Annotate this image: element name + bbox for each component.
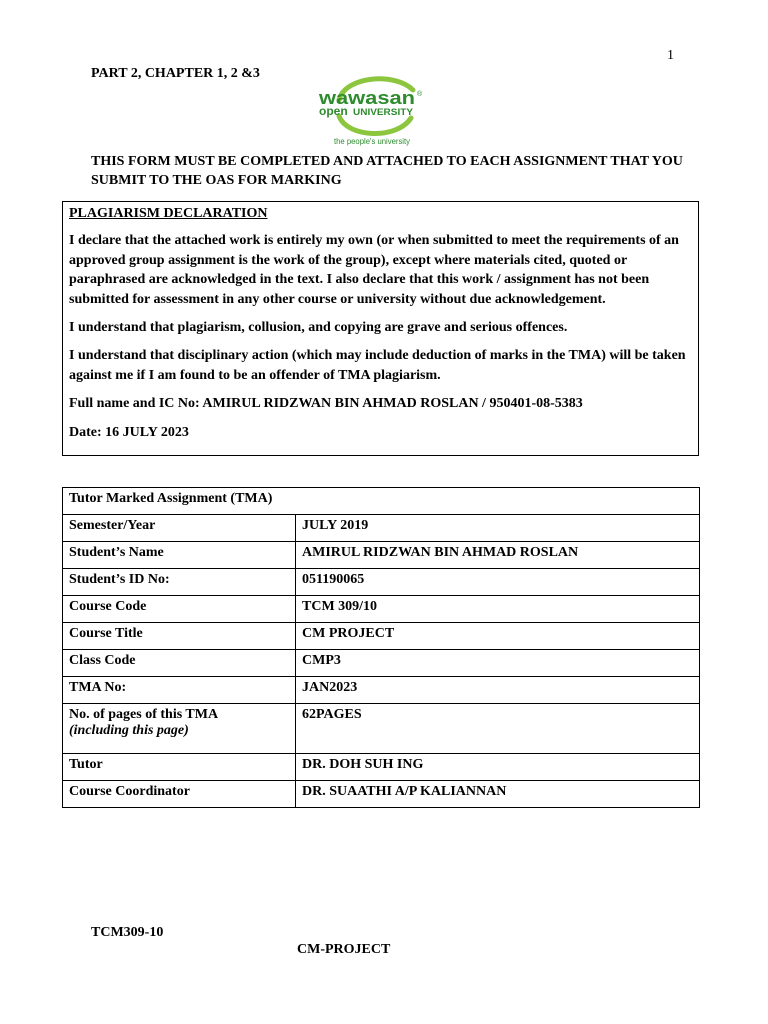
row-label-page-count <box>63 704 296 754</box>
form-notice: THIS FORM MUST BE COMPLETED AND ATTACHED TO EACH ASSIGNMENT THAT YOU SUBMIT TO THE OAS FOR MARKING <box>91 154 683 188</box>
row-label-course-title: Course Title <box>63 623 296 650</box>
row-value-course-code: TCM 309/10 <box>296 596 700 623</box>
logo-tagline: the people's university <box>334 137 410 146</box>
row-value-semester: JULY 2019 <box>296 515 700 542</box>
row-label-tma-no: TMA No: <box>63 677 296 704</box>
wawasan-logo <box>317 72 427 148</box>
table-row <box>63 781 700 808</box>
row-label-student-id: Student’s ID No: <box>63 569 296 596</box>
row-value-course-coordinator: DR. SUAATHI A/P KALIANNAN <box>296 781 700 808</box>
table-row <box>63 623 700 650</box>
row-label-student-name: Student’s Name <box>63 542 296 569</box>
declaration-paragraph-disciplinary: I understand that disciplinary action (which may include deduction of marks in the TMA) will be taken against me if I am found to be an offender of TMA plagiarism. <box>69 348 686 383</box>
footer-course-code: TCM309-10 <box>91 925 164 940</box>
tma-info-table <box>62 487 700 808</box>
row-value-student-name: AMIRUL RIDZWAN BIN AHMAD ROSLAN <box>296 542 700 569</box>
table-row <box>63 569 700 596</box>
row-value-tutor: DR. DOH SUH ING <box>296 754 700 781</box>
table-row <box>63 650 700 677</box>
declaration-fullname-ic: Full name and IC No: AMIRUL RIDZWAN BIN AHMAD ROSLAN / 950401-08-5383 <box>69 396 583 412</box>
logo-word-university: UNIVERSITY <box>353 107 413 117</box>
row-label-course-coordinator: Course Coordinator <box>63 781 296 808</box>
row-value-tma-no: JAN2023 <box>296 677 700 704</box>
logo-word-wawasan: wawasan <box>317 88 415 108</box>
declaration-date: Date: 16 JULY 2023 <box>69 424 189 440</box>
row-value-course-title: CM PROJECT <box>296 623 700 650</box>
page-count-label: No. of pages of this TMA <box>69 707 219 722</box>
table-row <box>63 677 700 704</box>
part-heading: PART 2, CHAPTER 1, 2 &3 <box>91 66 260 81</box>
declaration-title: PLAGIARISM DECLARATION <box>69 206 268 221</box>
row-label-semester: Semester/Year <box>63 515 296 542</box>
logo-word-open: open <box>319 104 348 118</box>
table-row <box>63 596 700 623</box>
page-count-note: (including this page) <box>69 723 189 738</box>
table-row <box>63 704 700 754</box>
table-row <box>63 542 700 569</box>
row-value-page-count: 62PAGES <box>296 704 700 754</box>
plagiarism-declaration-box <box>62 201 699 456</box>
row-label-class-code: Class Code <box>63 650 296 677</box>
page-number: 1 <box>667 48 674 63</box>
row-label-course-code: Course Code <box>63 596 296 623</box>
table-row <box>63 515 700 542</box>
table-header-row <box>63 488 700 515</box>
logo-bottom-arc <box>339 116 411 134</box>
row-value-class-code: CMP3 <box>296 650 700 677</box>
wawasan-logo-graphic <box>317 72 427 148</box>
tma-table-header: Tutor Marked Assignment (TMA) <box>63 488 700 515</box>
logo-registered-mark: ® <box>417 91 423 98</box>
declaration-paragraph-offences: I understand that plagiarism, collusion, and copying are grave and serious offences. <box>69 320 568 336</box>
row-value-student-id: 051190065 <box>296 569 700 596</box>
footer-project-title: CM-PROJECT <box>297 942 391 957</box>
declaration-paragraph-ownership: I declare that the attached work is entirely my own (or when submitted to meet the requirements of an approved group assignment is the work of the group), except where materials cited, quoted or paraphrased are acknowledged in the text. I also declare that this work / assignment has not been submitted for assessment in any other course or university without due acknowledgement. <box>69 233 679 307</box>
table-row <box>63 754 700 781</box>
row-label-tutor: Tutor <box>63 754 296 781</box>
